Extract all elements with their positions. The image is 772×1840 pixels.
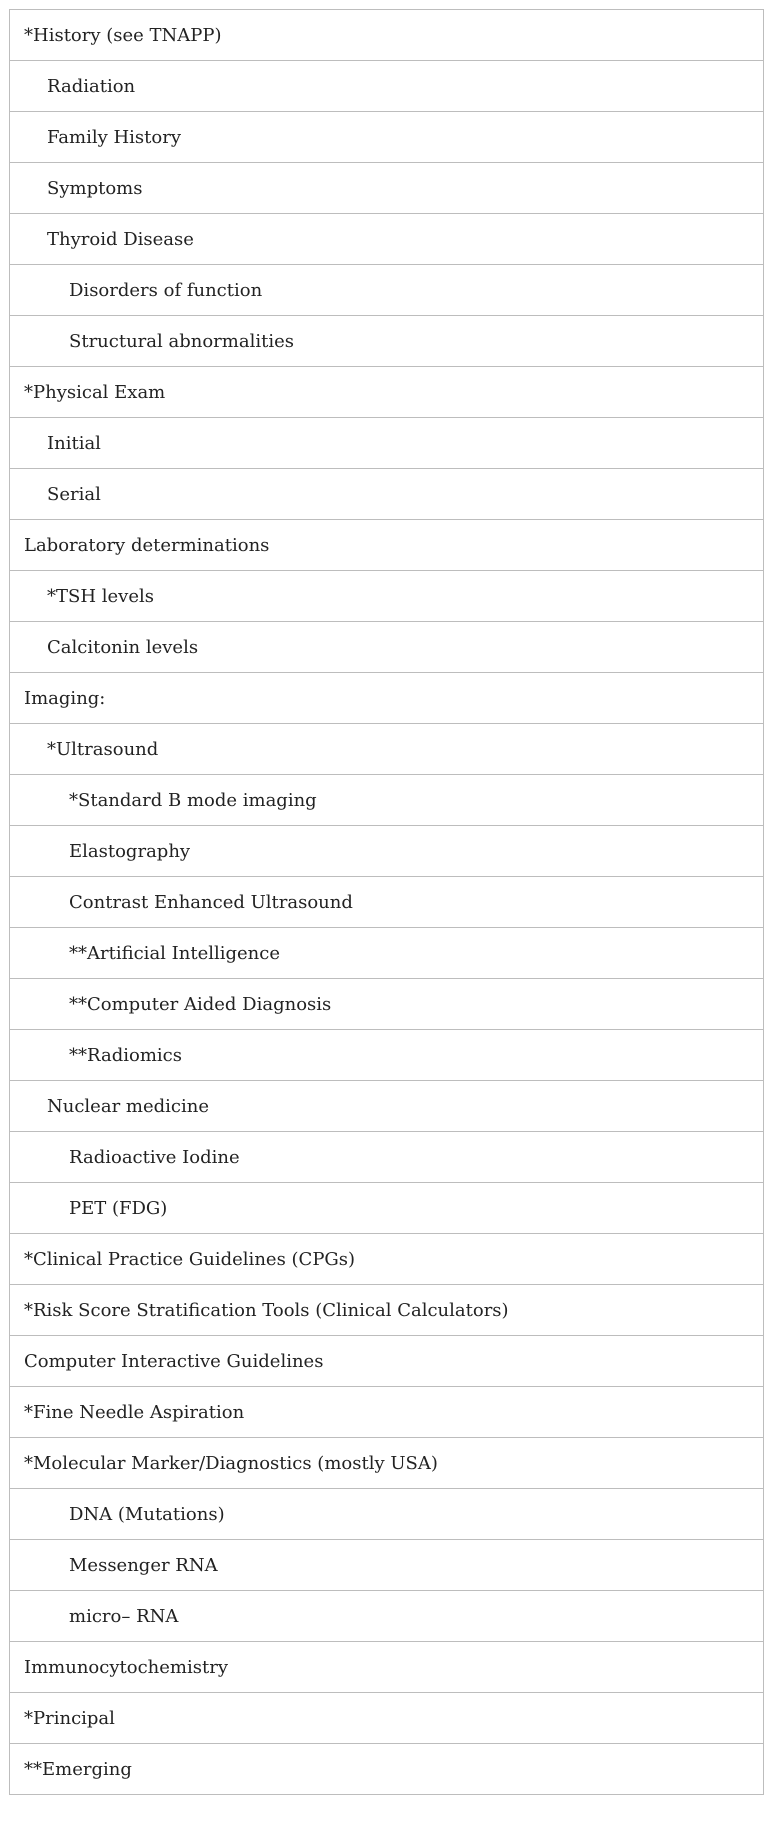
table-cell: *Risk Score Stratification Tools (Clinical Calculators) [10,1285,764,1336]
table-row [10,1081,764,1132]
table-cell: **Artificial Intelligence [10,928,764,979]
outline-table [9,9,764,1795]
table-row [10,1642,764,1693]
table-row [10,1489,764,1540]
table-row [10,367,764,418]
table-cell: Messenger RNA [10,1540,764,1591]
table-cell: Radioactive Iodine [10,1132,764,1183]
outline-table-body [10,10,764,1795]
table-row [10,1693,764,1744]
table-cell: DNA (Mutations) [10,1489,764,1540]
table-row [10,724,764,775]
table-row [10,316,764,367]
table-cell: *Molecular Marker/Diagnostics (mostly USA) [10,1438,764,1489]
table-row [10,1132,764,1183]
table-cell: Immunocytochemistry [10,1642,764,1693]
table-row [10,1591,764,1642]
table-cell: Initial [10,418,764,469]
table-row [10,1234,764,1285]
table-row [10,1387,764,1438]
table-row [10,1336,764,1387]
table-row [10,61,764,112]
table-row [10,1183,764,1234]
table-cell: **Radiomics [10,1030,764,1081]
table-row [10,163,764,214]
table-cell: Family History [10,112,764,163]
table-cell: Calcitonin levels [10,622,764,673]
table-row [10,1285,764,1336]
table-cell: Radiation [10,61,764,112]
table-row [10,928,764,979]
table-cell: *Clinical Practice Guidelines (CPGs) [10,1234,764,1285]
table-cell: Computer Interactive Guidelines [10,1336,764,1387]
table-cell: *Physical Exam [10,367,764,418]
table-row [10,520,764,571]
table-row [10,1540,764,1591]
table-row [10,265,764,316]
table-row [10,622,764,673]
table-row [10,1030,764,1081]
table-cell: Imaging: [10,673,764,724]
table-cell: PET (FDG) [10,1183,764,1234]
table-row [10,469,764,520]
table-row [10,112,764,163]
table-cell: micro– RNA [10,1591,764,1642]
table-cell: Symptoms [10,163,764,214]
table-cell: Elastography [10,826,764,877]
outline-table-container [9,9,764,1795]
table-cell: Nuclear medicine [10,1081,764,1132]
table-cell: Thyroid Disease [10,214,764,265]
table-row [10,10,764,61]
table-row [10,214,764,265]
table-row [10,826,764,877]
table-row [10,571,764,622]
table-cell: Disorders of function [10,265,764,316]
table-cell: *History (see TNAPP) [10,10,764,61]
table-cell: **Computer Aided Diagnosis [10,979,764,1030]
table-row [10,775,764,826]
table-cell: *Principal [10,1693,764,1744]
table-cell: Contrast Enhanced Ultrasound [10,877,764,928]
table-cell: Structural abnormalities [10,316,764,367]
table-row [10,877,764,928]
table-row [10,673,764,724]
table-row [10,1438,764,1489]
table-row [10,979,764,1030]
table-cell: *Fine Needle Aspiration [10,1387,764,1438]
table-row [10,418,764,469]
table-cell: **Emerging [10,1744,764,1795]
table-row [10,1744,764,1795]
table-cell: Laboratory determinations [10,520,764,571]
table-cell: *TSH levels [10,571,764,622]
table-cell: *Ultrasound [10,724,764,775]
table-cell: *Standard B mode imaging [10,775,764,826]
table-cell: Serial [10,469,764,520]
